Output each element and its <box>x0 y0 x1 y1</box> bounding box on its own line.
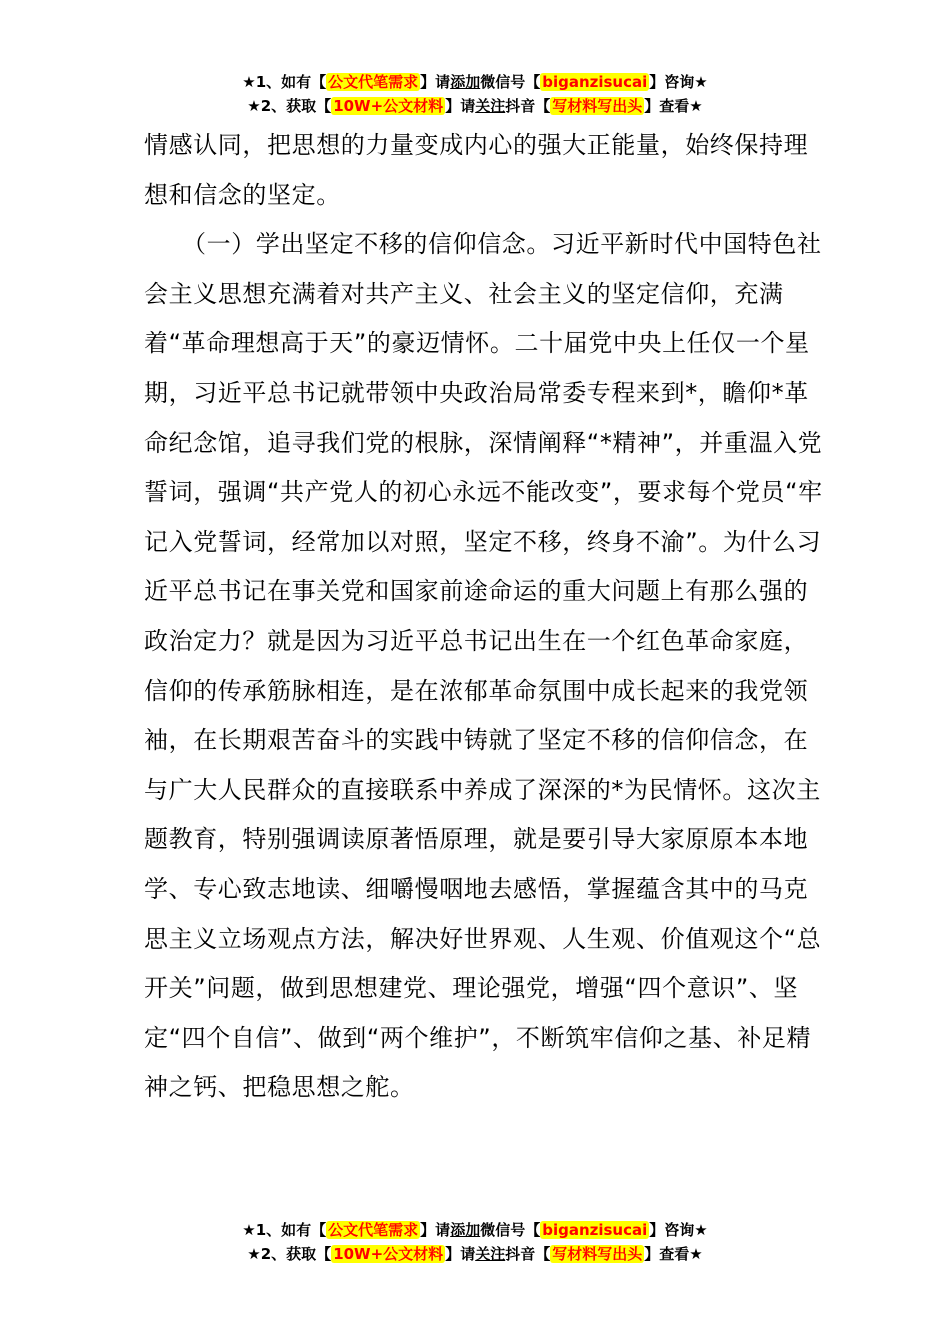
document-body <box>144 121 824 1113</box>
footer-line-1 <box>0 1218 950 1242</box>
header-line-2-text-d: 】查看★ <box>644 97 703 115</box>
header-line-1-highlight-a: 公文代笔需求 <box>328 73 419 91</box>
header-line-2-highlight-a: 10W+公文材料 <box>333 97 444 115</box>
footer-line-2-text-c: 抖音【 <box>505 1245 551 1263</box>
paragraph-continuation: 情感认同，把思想的力量变成内心的强大正能量，始终保持理想和信念的坚定。 <box>144 131 809 209</box>
footer-line-2-text-d: 】查看★ <box>644 1245 703 1263</box>
footer-line-2 <box>0 1242 950 1266</box>
footer-line-2-text-b: 】请 <box>445 1245 476 1263</box>
header-line-1-text-a: ★1、如有【 <box>242 73 327 91</box>
footer-line-1-text-a: ★1、如有【 <box>242 1221 327 1239</box>
footer-line-2-highlight-b: 写材料写出头 <box>552 1245 643 1263</box>
header-banner <box>0 70 950 118</box>
header-line-1-text-c: 微信号【 <box>480 73 541 91</box>
header-line-2-text-c: 抖音【 <box>505 97 551 115</box>
header-line-2-text-a: ★2、获取【 <box>247 97 332 115</box>
header-line-1-text-d: 】咨询★ <box>649 73 708 91</box>
footer-line-2-underline: 关注 <box>475 1245 506 1263</box>
header-line-2-underline: 关注 <box>475 97 506 115</box>
footer-line-1-highlight-a: 公文代笔需求 <box>328 1221 419 1239</box>
footer-line-2-highlight-a: 10W+公文材料 <box>333 1245 444 1263</box>
header-line-1-underline: 添加 <box>450 73 481 91</box>
header-line-2-text-b: 】请 <box>445 97 476 115</box>
header-line-1 <box>0 70 950 94</box>
header-line-1-text-b: 】请 <box>420 73 451 91</box>
header-line-2-highlight-b: 写材料写出头 <box>552 97 643 115</box>
header-line-2 <box>0 94 950 118</box>
footer-line-1-text-d: 】咨询★ <box>649 1221 708 1239</box>
paragraph-section-one: （一）学出坚定不移的信仰信念。习近平新时代中国特色社会主义思想充满着对共产主义、社会主义的坚定信仰，充满着“革命理想高于天”的豪迈情怀。二十届党中央上任仅一个星期，习近平总书记就带领中央政治局常委专程来到*，瞻仰*革命纪念馆，追寻我们党的根脉，深情阐释“*精神”，并重温入党誓词，强调“共产党人的初心永远不能改变”，要求每个党员“牢记入党誓词，经常加以对照，坚定不移，终身不渝”。为什么习近平总书记在事关党和国家前途命运的重大问题上有那么强的政治定力？就是因为习近平总书记出生在一个红色革命家庭，信仰的传承筋脉相连，是在浓郁革命氛围中成长起来的我党领袖，在长期艰苦奋斗的实践中铸就了坚定不移的信仰信念，在与广大人民群众的直接联系中养成了深深的*为民情怀。这次主题教育，特别强调读原著悟原理，就是要引导大家原原本本地学、专心致志地读、细嚼慢咽地去感悟，掌握蕴含其中的马克思主义立场观点方法，解决好世界观、人生观、价值观这个“总开关”问题，做到思想建党、理论强党，增强“四个意识”、坚定“四个自信”、做到“两个维护”，不断筑牢信仰之基、补足精神之钙、把稳思想之舵。 <box>144 230 823 1102</box>
header-line-1-highlight-b: biganzisucai <box>542 73 648 91</box>
footer-line-1-text-b: 】请 <box>420 1221 451 1239</box>
footer-banner <box>0 1218 950 1266</box>
footer-line-1-underline: 添加 <box>450 1221 481 1239</box>
footer-line-1-highlight-b: biganzisucai <box>542 1221 648 1239</box>
footer-line-2-text-a: ★2、获取【 <box>247 1245 332 1263</box>
footer-line-1-text-c: 微信号【 <box>480 1221 541 1239</box>
